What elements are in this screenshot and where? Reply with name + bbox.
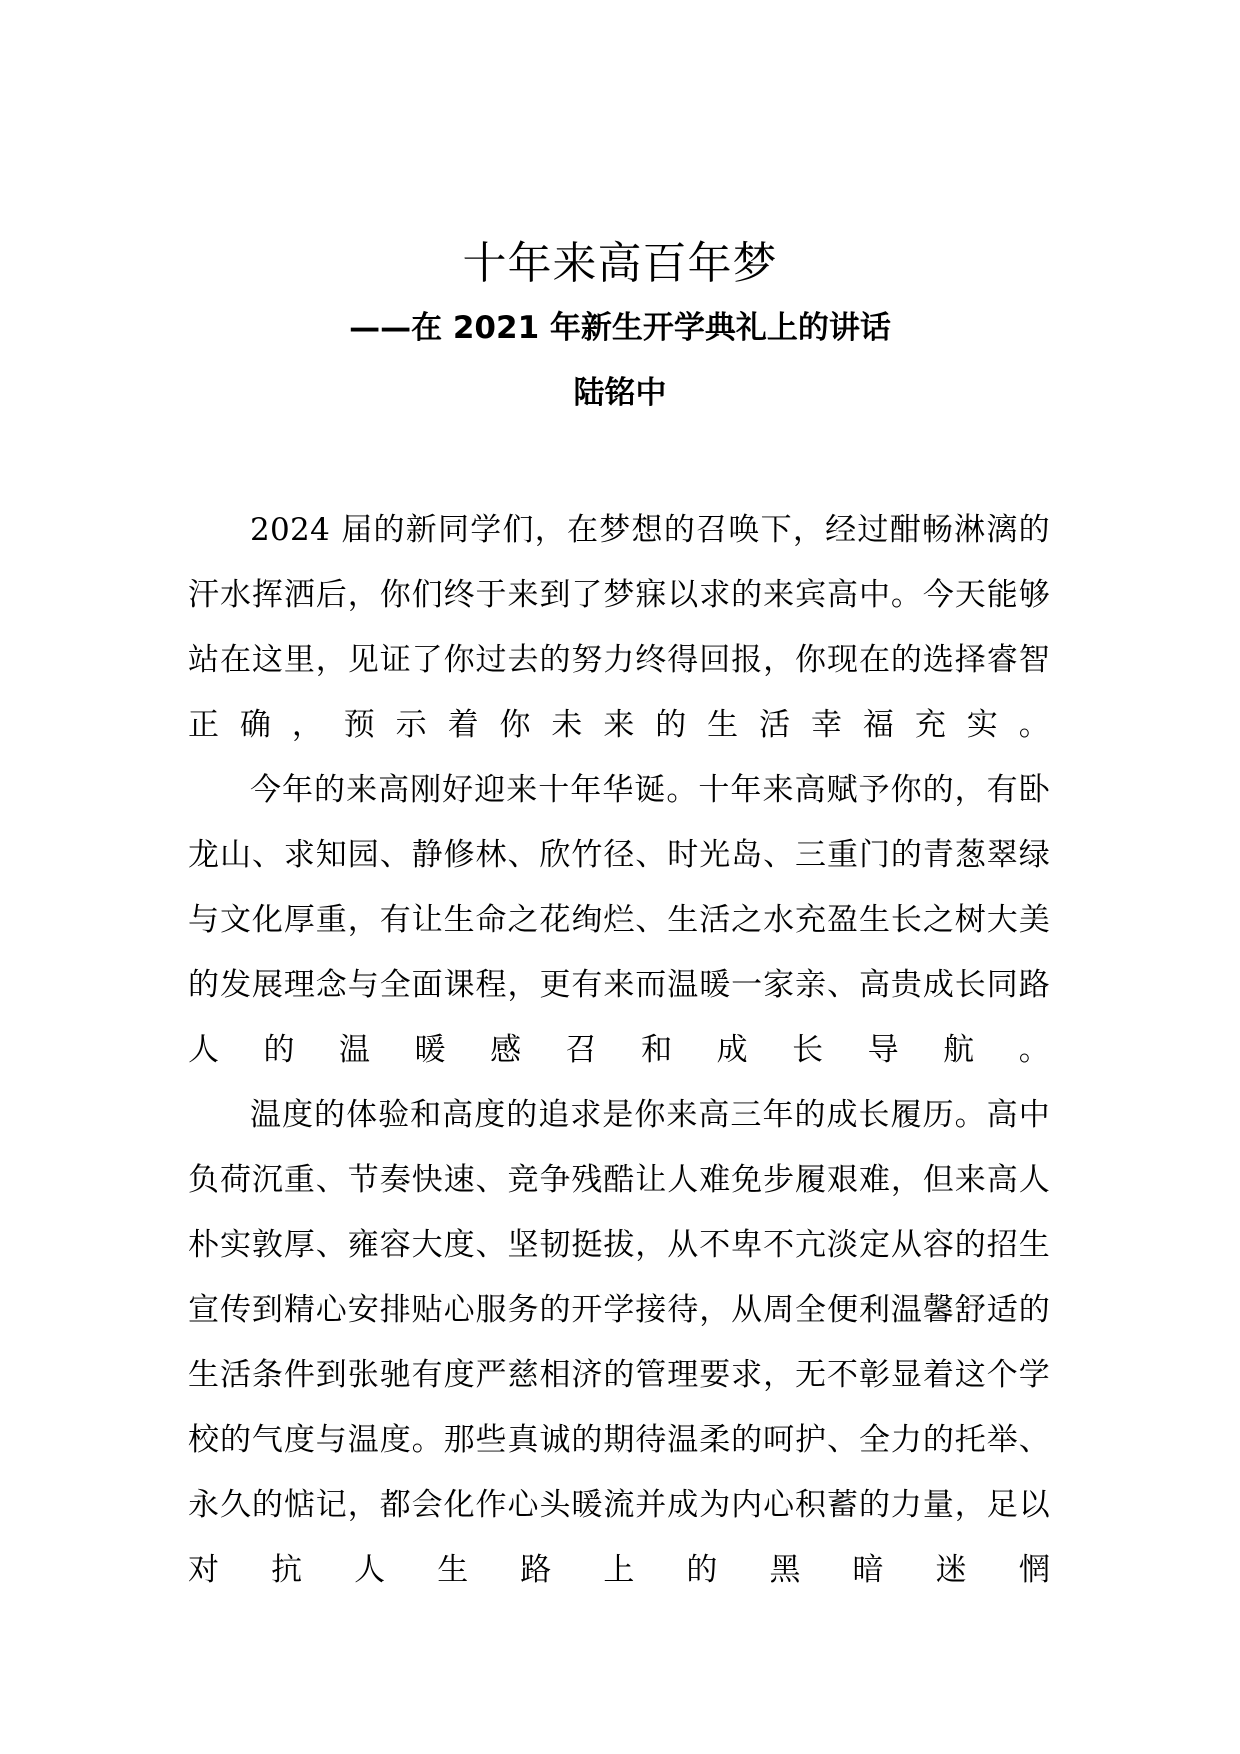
paragraph-1-text: 届的新同学们，在梦想的召唤下，经过酣畅淋漓的汗水挥洒后，你们终于来到了梦寐以求的来宾高中。今天能够站在这里，见证了你过去的努力终得回报，你现在的选择睿智正确，预示着你未来的生活幸福充实。	[188, 512, 1050, 743]
document-subtitle: ——在 2021 年新生开学典礼上的讲话	[349, 310, 891, 346]
paragraph-3: 温度的体验和高度的追求是你来高三年的成长履历。高中负荷沉重、节奏快速、竞争残酷让人难免步履艰难，但来高人朴实敦厚、雍容大度、坚韧挺拔，从不卑不亢淡定从容的招生宣传到精心安排贴心服务的开学接待，从周全便利温馨舒适的生活条件到张驰有度严慈相济的管理要求，无不彰显着这个学校的气度与温度。那些真诚的期待温柔的呵护、全力的托举、永久的惦记，都会化作心头暖流并成为内心积蓄的力量，足以对抗人生路上的黑暗迷惘	[188, 1097, 1050, 1588]
document-body	[188, 498, 1050, 1603]
paragraph-1-number: 2024	[250, 512, 331, 548]
paragraph-2: 今年的来高刚好迎来十年华诞。十年来高赋予你的，有卧龙山、求知园、静修林、欣竹径、时光岛、三重门的青葱翠绿与文化厚重，有让生命之花绚烂、生活之水充盈生长之树大美的发展理念与全面课程，更有来而温暖一家亲、高贵成长同路人的温暖感召和成长导航。	[188, 772, 1050, 1068]
paragraph-1	[188, 498, 1050, 758]
document-author: 陆铭中	[573, 375, 667, 411]
document-title: 十年来高百年梦	[462, 238, 778, 289]
